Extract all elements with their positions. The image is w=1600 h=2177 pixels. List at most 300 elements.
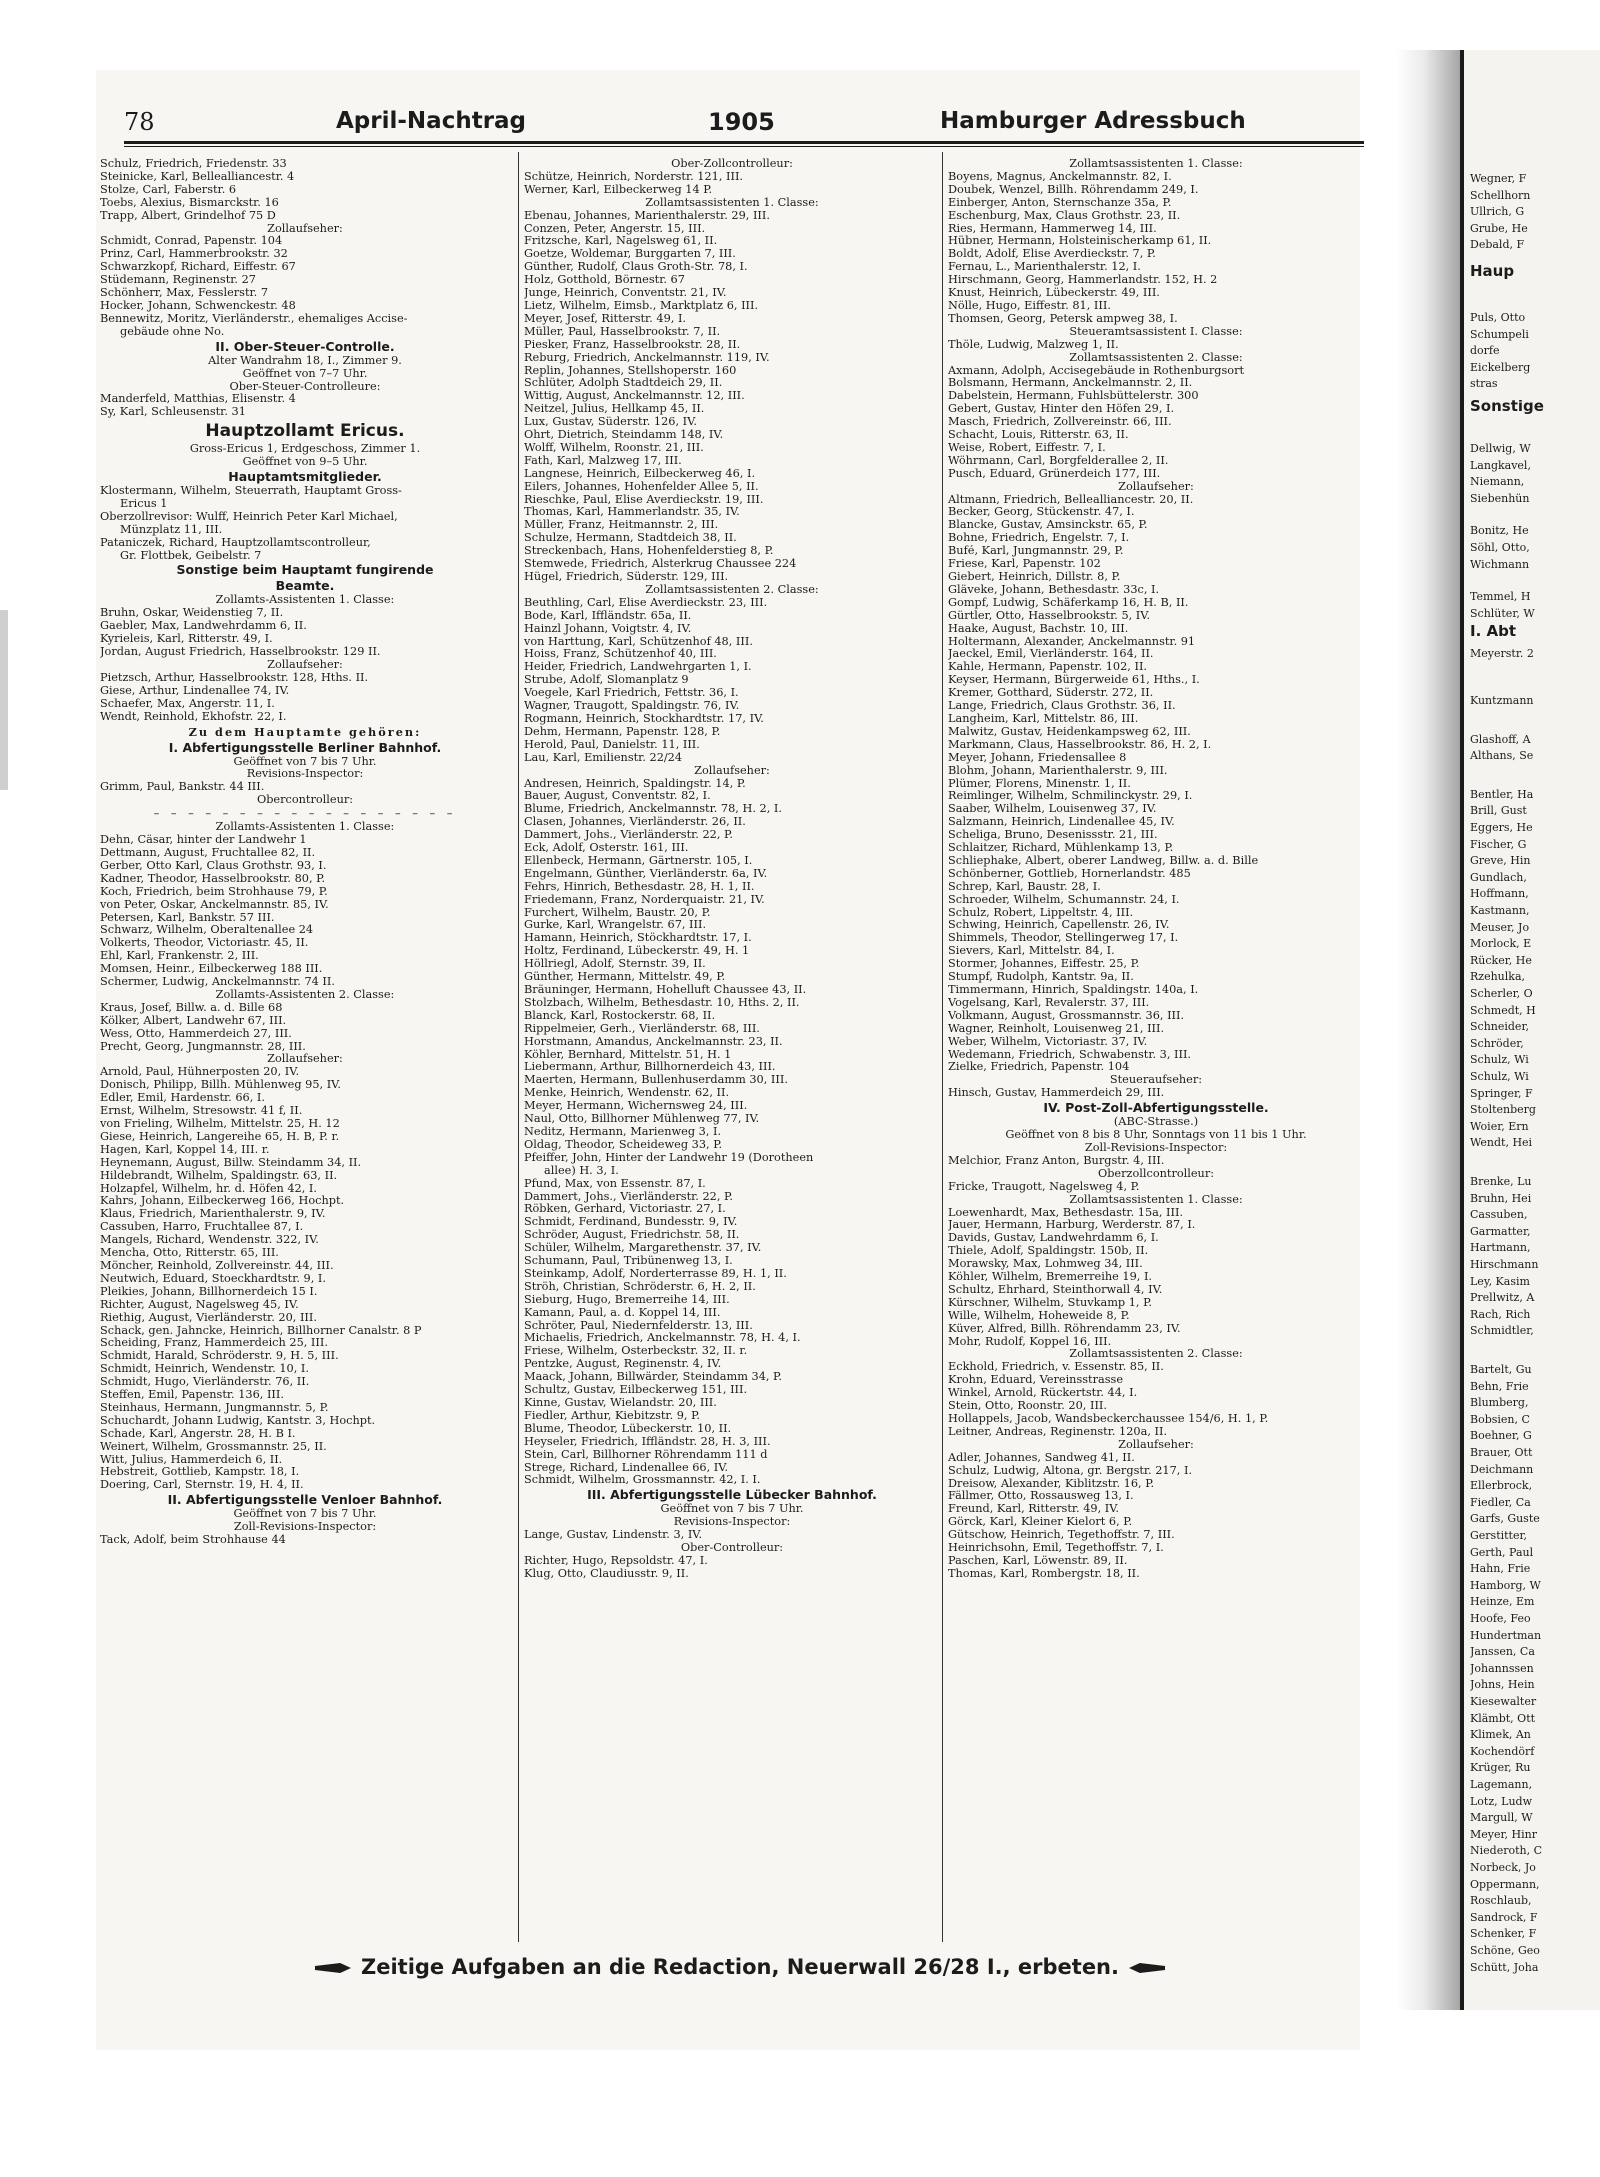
facing-entry: Kiesewalter	[1470, 1695, 1537, 1708]
entry-line: Reburg, Friedrich, Anckelmannstr. 119, IV.	[524, 351, 770, 364]
facing-entry: Fischer, G	[1470, 837, 1527, 851]
entry-line: Fehrs, Hinrich, Bethesdastr. 28, H. 1, II.	[524, 880, 755, 893]
facing-entry: Brauer, Ott	[1470, 1446, 1533, 1459]
entry-line: von Harttung, Karl, Schützenhof 48, III.	[524, 635, 753, 648]
entry-line: Engelmann, Günther, Vierländerstr. 6a, IV.	[524, 867, 768, 880]
entry-line: Lange, Gustav, Lindenstr. 3, IV.	[524, 1529, 703, 1542]
entry-line: Stein, Otto, Roonstr. 20, III.	[948, 1400, 1107, 1413]
facing-entry: Norbeck, Jo	[1470, 1861, 1536, 1874]
entry-line: Schmidt, Hugo, Vierländerstr. 76, II.	[100, 1376, 310, 1389]
entry-continuation: Gr. Flottbek, Geibelstr. 7	[120, 548, 262, 562]
entry-line: Schmidt, Heinrich, Wendenstr. 10, I.	[100, 1363, 309, 1376]
entry-line: Andresen, Heinrich, Spaldingstr. 14, P.	[524, 777, 746, 790]
facing-entry: Debald, F	[1470, 238, 1525, 252]
entry-line: Pietzsch, Arthur, Hasselbrookstr. 128, Hths. II.	[100, 671, 369, 684]
supplement-title: April-Nachtrag	[336, 108, 527, 134]
rank-heading: Ober-Zollcontrolleur:	[671, 158, 793, 170]
entry-continuation: Münzplatz 11, III.	[120, 522, 223, 536]
facing-entry: Kochendörf	[1470, 1744, 1535, 1758]
rank-heading: Revisions-Inspector:	[246, 767, 364, 781]
entry-line: Wendt, Reinhold, Ekhofstr. 22, I.	[100, 710, 287, 723]
entry-line: Fath, Karl, Malzweg 17, III.	[524, 454, 682, 467]
entry-line: Mencha, Otto, Ritterstr. 65, III.	[100, 1247, 279, 1260]
facing-entry: Rzehulka,	[1470, 970, 1525, 984]
entry-line: Holtermann, Alexander, Anckelmannstr. 91	[948, 635, 1196, 648]
page-header	[124, 104, 1364, 144]
entry-line: Schmidt, Harald, Schröderstr. 9, H. 5, III.	[100, 1350, 339, 1363]
entry-line: Kahle, Hermann, Papenstr. 102, II.	[948, 661, 1148, 674]
entry-line: Pfeiffer, John, Hinter der Landwehr 19 (Dorotheen	[524, 1151, 814, 1164]
entry-line: Thiele, Adolf, Spaldingstr. 150b, II.	[948, 1245, 1149, 1258]
entry-line: Röbken, Gerhard, Victoriastr. 27, I.	[524, 1203, 726, 1216]
facing-entry: Hundertman	[1470, 1628, 1542, 1642]
entry-line: Stolze, Carl, Faberstr. 6	[100, 183, 237, 196]
entry-line: Altmann, Friedrich, Bellealliancestr. 20, II.	[948, 493, 1194, 506]
entry-line: Jaeckel, Emil, Vierländerstr. 164, II.	[948, 648, 1154, 661]
entry-line: Maerten, Hermann, Bullenhuserdamm 30, III.	[524, 1074, 788, 1087]
entry-line: Wess, Otto, Hammerdeich 27, III.	[100, 1027, 292, 1040]
entry-line: Toebs, Alexius, Bismarckstr. 16	[100, 196, 279, 209]
entry-line: Weber, Wilhelm, Victoriastr. 37, IV.	[948, 1035, 1148, 1048]
entry-line: Masch, Friedrich, Zollvereinstr. 66, III.	[948, 416, 1172, 429]
entry-line: Furchert, Wilhelm, Baustr. 20, P.	[524, 906, 711, 919]
facing-entry: Schenker, F	[1470, 1927, 1537, 1941]
entry-line: Eilers, Johannes, Hohenfelder Allee 5, II.	[524, 480, 759, 493]
entry-line: Heyseler, Friedrich, Iffländstr. 28, H. 3, III.	[524, 1435, 771, 1448]
entry-line: Pleikies, Johann, Billhornerdeich 15 I.	[100, 1285, 318, 1298]
column-divider	[942, 152, 943, 1942]
entry-line: Stein, Carl, Billhorner Röhrendamm 111 d	[524, 1448, 768, 1461]
entry-line: Zielke, Friedrich, Papenstr. 104	[948, 1061, 1130, 1074]
facing-entry: Margull, W	[1470, 1811, 1533, 1825]
entry-line: Hainzl Johann, Voigtstr. 4, IV.	[524, 622, 692, 635]
entry-line: Gerber, Otto Karl, Claus Grothstr. 93, I.	[100, 859, 327, 872]
entry-line: Hinsch, Gustav, Hammerdeich 29, III.	[948, 1087, 1165, 1100]
facing-entry: Meuser, Jo	[1470, 920, 1530, 934]
entry-line: Lietz, Wilhelm, Eimsb., Marktplatz 6, III.	[524, 299, 759, 312]
facing-entry: Klämbt, Ott	[1470, 1711, 1536, 1725]
info-line: Geöffnet von 7 bis 7 Uhr.	[660, 1502, 804, 1516]
entry-line: Liebermann, Arthur, Billhornerdeich 43, III.	[524, 1061, 776, 1074]
entry-line: Mohr, Rudolf, Koppel 16, III.	[948, 1335, 1112, 1348]
rank-heading: Zollamtsassistenten 1. Classe:	[1069, 158, 1243, 170]
facing-entry: Ellerbrock,	[1470, 1479, 1533, 1493]
entry-line: Schröder, August, Friedrichstr. 58, II.	[524, 1229, 740, 1242]
entry-line: Hirschmann, Georg, Hammerlandstr. 152, H. 2	[948, 274, 1218, 287]
info-line: Geöffnet von 8 bis 8 Uhr, Sonntags von 11 bis 1 Uhr.	[1005, 1128, 1307, 1142]
entry-continuation: Ericus 1	[120, 496, 168, 510]
entry-line: Blancke, Gustav, Amsinckstr. 65, P.	[948, 519, 1148, 532]
entry-line: Görck, Karl, Kleiner Kielort 6, P.	[948, 1516, 1133, 1529]
entry-line: Meyer, Josef, Ritterstr. 49, I.	[524, 312, 687, 325]
entry-line: Thomsen, Georg, Petersk ampweg 38, I.	[948, 312, 1178, 325]
entry-line: Küver, Alfred, Billh. Röhrendamm 23, IV.	[948, 1322, 1181, 1335]
facing-entry: Roschlaub,	[1470, 1894, 1532, 1908]
footer-text: Zeitige Aufgaben an die Redaction, Neuerwall 26/28 I., erbeten.	[361, 1955, 1119, 1979]
facing-entry: Glashoff, A	[1470, 732, 1531, 746]
entry-line: Conzen, Peter, Angerstr. 15, III.	[524, 222, 706, 235]
facing-entry: Schlüter, W	[1470, 606, 1535, 620]
entry-line: Ströh, Christian, Schröderstr. 6, H. 2, II.	[524, 1280, 756, 1293]
entry-line: Ehl, Karl, Frankenstr. 2, III.	[100, 950, 259, 963]
entry-line: Gläveke, Johann, Bethesdastr. 33c, I.	[948, 583, 1160, 596]
rank-heading: Zollaufseher:	[267, 221, 343, 235]
entry-line: Freund, Karl, Ritterstr. 49, IV.	[948, 1503, 1120, 1516]
facing-entry: Garfs, Guste	[1470, 1512, 1540, 1526]
entry-line: Müller, Paul, Hasselbrookstr. 7, II.	[524, 325, 721, 338]
entry-line: Saaber, Wilhelm, Louisenweg 37, IV.	[948, 803, 1157, 816]
facing-entry: Hahn, Frie	[1470, 1562, 1531, 1576]
facing-entry: Hamborg, W	[1470, 1578, 1541, 1592]
entry-line: Schröter, Paul, Niedernfelderstr. 13, III.	[524, 1319, 753, 1332]
facing-entry: Ullrich, G	[1470, 205, 1525, 219]
entry-line: Bruhn, Oskar, Weidenstieg 7, II.	[100, 607, 284, 620]
facing-entry: Heinze, Em	[1470, 1595, 1535, 1609]
rank-heading: Steueraufseher:	[1109, 1073, 1203, 1087]
entry-line: Markmann, Claus, Hasselbrookstr. 86, H. 2, I.	[948, 738, 1212, 751]
entry-line: Schulz, Ludwig, Altona, gr. Bergstr. 217, I.	[948, 1464, 1193, 1477]
entry-line: Steinkamp, Adolf, Norderterrasse 89, H. 1, II.	[524, 1267, 787, 1280]
facing-entry: Bruhn, Hei	[1470, 1191, 1532, 1205]
entry-line: Wagner, Traugott, Spaldingstr. 76, IV.	[524, 700, 740, 713]
pointing-hand-icon	[315, 1963, 351, 1973]
entry-line: Oberzollrevisor: Wulff, Heinrich Peter Karl Michael,	[100, 510, 398, 523]
entry-line: Giebert, Heinrich, Dillstr. 8, P.	[948, 571, 1121, 583]
entry-line: Salzmann, Heinrich, Lindenallee 45, IV.	[948, 816, 1175, 829]
facing-entry: Eggers, He	[1470, 821, 1533, 834]
rank-heading: Zollaufseher:	[267, 1052, 343, 1066]
entry-line: Michaelis, Friedrich, Anckelmannstr. 78, H. 4, I.	[524, 1332, 801, 1345]
entry-line: Kölker, Albert, Landwehr 67, III.	[100, 1014, 287, 1027]
entry-line: Paschen, Karl, Löwenstr. 89, II.	[948, 1554, 1128, 1567]
facing-entry: Schöne, Geo	[1470, 1944, 1540, 1957]
section-heading: I. Abfertigungsstelle Berliner Bahnhof.	[168, 739, 442, 755]
rank-heading: Steueramtsassistent I. Classe:	[1069, 324, 1243, 338]
facing-entry: Behn, Frie	[1470, 1379, 1529, 1393]
facing-entry: Niemann,	[1470, 475, 1525, 489]
section-heading: Sonstige beim Hauptamt fungirende	[176, 562, 434, 578]
entry-line: Keyser, Hermann, Bürgerweide 61, Hths., I.	[948, 674, 1200, 687]
entry-line: Thomas, Karl, Hammerlandstr. 35, IV.	[524, 506, 740, 519]
entry-line: Hebstreit, Gottlieb, Kampstr. 18, I.	[100, 1466, 300, 1479]
pointing-hand-icon	[1129, 1963, 1165, 1973]
entry-line: Kraus, Josef, Billw. a. d. Bille 68	[100, 1001, 283, 1014]
rank-heading: Zollaufseher:	[267, 658, 343, 671]
entry-line: Manderfeld, Matthias, Elisenstr. 4	[100, 393, 296, 406]
entry-line: Einberger, Anton, Sternschanze 35a, P.	[948, 196, 1172, 209]
facing-entry: Hoffmann,	[1470, 887, 1529, 901]
entry-line: Kahrs, Johann, Eilbeckerweg 166, Hochpt.	[100, 1195, 345, 1208]
facing-entry: Wichmann	[1470, 557, 1530, 571]
entry-line: Schmidt, Conrad, Papenstr. 104	[100, 235, 283, 248]
entry-line: Plümer, Florens, Minenstr. 1, II.	[948, 777, 1131, 790]
entry-line: Hildebrandt, Wilhelm, Spaldingstr. 63, II.	[100, 1169, 338, 1182]
facing-entry: Temmel, H	[1470, 590, 1531, 604]
entry-line: Ellenbeck, Hermann, Gärtnerstr. 105, I.	[524, 854, 753, 867]
entry-line: Steinicke, Karl, Bellealliancestr. 4	[100, 170, 295, 183]
entry-line: Schmidt, Ferdinand, Bundesstr. 9, IV.	[524, 1216, 738, 1229]
page-number: 78	[124, 108, 155, 136]
entry-line: Donisch, Philipp, Billh. Mühlenweg 95, IV.	[100, 1079, 341, 1092]
entry-line: Bräuninger, Hermann, Hohelluft Chaussee 43, II.	[524, 984, 807, 996]
facing-entry: Woier, Ern	[1470, 1119, 1529, 1133]
entry-line: Sieburg, Hugo, Bremerreihe 14, III.	[524, 1293, 730, 1306]
entry-line: Precht, Georg, Jungmannstr. 28, III.	[100, 1040, 306, 1053]
entry-line: Schack, gen. Jahncke, Heinrich, Billhorner Canalstr. 8 P	[100, 1324, 422, 1337]
facing-entry: Oppermann,	[1470, 1877, 1540, 1891]
facing-entry: Rücker, He	[1470, 953, 1532, 967]
facing-entry: Deichmann	[1470, 1462, 1534, 1476]
entry-line: Schuchardt, Johann Ludwig, Kantstr. 3, Hochpt.	[100, 1414, 376, 1427]
entry-line: Volkerts, Theodor, Victoriastr. 45, II.	[100, 937, 309, 950]
facing-entry: Schütt, Joha	[1470, 1960, 1539, 1974]
entry-line: Schermer, Ludwig, Anckelmannstr. 74 II.	[100, 976, 335, 989]
facing-entry: Dellwig, W	[1470, 442, 1531, 455]
facing-entry: Gerth, Paul	[1470, 1545, 1534, 1559]
rank-heading: Zollamts-Assistenten 1. Classe:	[215, 820, 395, 834]
entry-line: Becker, Georg, Stückenstr. 47, I.	[948, 506, 1135, 519]
entry-line: Shimmels, Theodor, Stellingerweg 17, I.	[948, 932, 1179, 945]
facing-entry: Schmidtler,	[1470, 1324, 1534, 1338]
entry-line: Pataniczek, Richard, Hauptzollamtscontrolleur,	[100, 536, 371, 549]
entry-line: Volkmann, August, Grossmannstr. 36, III.	[948, 1009, 1185, 1022]
entry-line: Stüdemann, Reginenstr. 27	[100, 274, 256, 287]
facing-entry: Niederoth, C	[1470, 1844, 1542, 1858]
entry-line: Bode, Karl, Iffländstr. 65a, II.	[524, 609, 692, 622]
entry-line: Doering, Carl, Sternstr. 19, H. 4, II.	[100, 1479, 304, 1492]
entry-line: Krohn, Eduard, Vereinsstrasse	[948, 1374, 1124, 1387]
header-rule-thick	[124, 141, 1364, 144]
entry-line: Gebert, Gustav, Hinter den Höfen 29, I.	[948, 403, 1175, 416]
entry-line: Herold, Paul, Danielstr. 11, III.	[524, 738, 700, 751]
entry-line: Neutwich, Eduard, Stoeckhardtstr. 9, I.	[100, 1272, 326, 1285]
entry-line: Kadner, Theodor, Hasselbrookstr. 80, P.	[100, 872, 326, 885]
entry-line: Voegele, Karl Friedrich, Fettstr. 36, I.	[524, 687, 739, 700]
entry-line: Momsen, Heinr., Eilbeckerweg 188 III.	[100, 963, 323, 976]
entry-line: Winkel, Arnold, Rückertstr. 44, I.	[948, 1387, 1138, 1400]
entry-line: Schütze, Heinrich, Norderstr. 121, III.	[524, 170, 744, 183]
entry-line: Bohne, Friedrich, Engelstr. 7, I.	[948, 532, 1130, 545]
entry-line: Werner, Karl, Eilbeckerweg 14 P.	[524, 183, 713, 196]
facing-entry: Janssen, Ca	[1470, 1645, 1535, 1659]
entry-line: Strege, Richard, Lindenallee 66, IV.	[524, 1461, 729, 1474]
entry-continuation: allee) H. 3, I.	[544, 1163, 619, 1177]
entry-line: Gürtler, Otto, Hasselbrookstr. 5, IV.	[948, 609, 1151, 622]
entry-line: Giese, Heinrich, Langereihe 65, H. B, P. r.	[100, 1130, 340, 1143]
facing-entry: Johns, Hein	[1470, 1678, 1535, 1692]
entry-line: Wedemann, Friedrich, Schwabenstr. 3, III.	[948, 1048, 1192, 1061]
entry-line: Ohrt, Dietrich, Steindamm 148, IV.	[524, 429, 724, 442]
rank-heading: Zoll-Revisions-Inspector:	[1084, 1140, 1228, 1154]
section-heading: II. Abfertigungsstelle Venloer Bahnhof.	[167, 1492, 443, 1508]
entry-line: Oldag, Theodor, Scheideweg 33, P.	[524, 1138, 723, 1151]
entry-line: Gurke, Karl, Wrangelstr. 67, III.	[524, 919, 707, 932]
facing-entry: Hoofe, Feo	[1470, 1612, 1531, 1625]
facing-entry: Ley, Kasim	[1470, 1274, 1530, 1288]
facing-entry: Schumpeli	[1470, 327, 1529, 341]
entry-line: Klug, Otto, Claudiusstr. 9, II.	[524, 1567, 689, 1580]
entry-line: Neditz, Hermann, Marienweg 3, I.	[524, 1125, 722, 1138]
facing-entry: Bobsien, C	[1470, 1412, 1530, 1426]
entry-line: Heinrichsohn, Emil, Tegethoffstr. 7, I.	[948, 1542, 1164, 1555]
facing-entry: Meyerstr. 2	[1470, 647, 1534, 661]
entry-line: Haake, August, Bachstr. 10, III.	[948, 622, 1129, 635]
entry-line: Witt, Julius, Hammerdeich 6, II.	[100, 1453, 283, 1466]
entry-line: Trapp, Albert, Grindelhof 75 D	[100, 209, 276, 222]
entry-line: Hagen, Karl, Koppel 14, III. r.	[100, 1143, 270, 1156]
rank-heading: Zollamts-Assistenten 2. Classe:	[215, 987, 395, 1001]
entry-line: Heider, Friedrich, Landwehrgarten 1, I.	[524, 661, 752, 674]
facing-entry: Gerstitter,	[1470, 1529, 1528, 1542]
entry-line: Friese, Wilhelm, Osterbeckstr. 32, II. r.	[524, 1345, 748, 1358]
info-line: (ABC-Strasse.)	[1113, 1115, 1199, 1129]
entry-line: Schultz, Gustav, Eilbeckerweg 151, III.	[524, 1384, 748, 1397]
entry-line: Loewenhardt, Max, Bethesdastr. 15a, III.	[948, 1206, 1184, 1219]
rank-heading: Zollamtsassistenten 2. Classe:	[1069, 1347, 1243, 1361]
entry-continuation: gebäude ohne No.	[120, 324, 225, 338]
entry-line: Morawsky, Max, Lohmweg 34, III.	[948, 1258, 1143, 1271]
entry-line: Adler, Johannes, Sandweg 41, II.	[948, 1451, 1135, 1464]
entry-line: Clasen, Johannes, Vierländerstr. 26, II.	[524, 816, 746, 829]
entry-line: Gaebler, Max, Landwehrdamm 6, II.	[100, 620, 307, 633]
entry-line: Dehm, Hermann, Papenstr. 128, P.	[524, 725, 721, 738]
entry-line: Steffen, Emil, Papenstr. 136, III.	[100, 1389, 284, 1402]
entry-line: Jordan, August Friedrich, Hasselbrookstr. 129 II.	[100, 646, 381, 659]
entry-line: Schönberner, Gottlieb, Hornerlandstr. 485	[948, 867, 1191, 880]
facing-entry: Gundlach,	[1470, 870, 1527, 884]
year: 1905	[708, 108, 775, 136]
entry-line: Boyens, Magnus, Anckelmannstr. 82, I.	[948, 170, 1172, 183]
entry-line: Schroeder, Wilhelm, Schumannstr. 24, I.	[948, 893, 1180, 906]
entry-line: Friedemann, Franz, Norderquaistr. 21, IV.	[524, 893, 765, 906]
facing-entry: Schellhorn	[1470, 188, 1531, 202]
entry-line: Thöle, Ludwig, Malzweg 1, II.	[948, 338, 1119, 351]
entry-line: Schlüter, Adolph Stadtdeich 29, II.	[524, 377, 723, 390]
entry-line: Müller, Franz, Heitmannstr. 2, III.	[524, 519, 719, 532]
entry-line: Replin, Johannes, Stellshoperstr. 160	[524, 364, 737, 377]
entry-line: Dammert, Johs., Vierländerstr. 22, P.	[524, 1190, 733, 1203]
facing-entry: Meyer, Hinr	[1470, 1827, 1537, 1841]
entry-line: Friese, Karl, Papenstr. 102	[948, 558, 1101, 571]
entry-line: Holzapfel, Wilhelm, hr. d. Höfen 42, I.	[100, 1182, 317, 1195]
entry-line: Schulze, Hermann, Stadtdeich 38, II.	[524, 532, 737, 545]
facing-entry: Greve, Hin	[1470, 854, 1531, 868]
entry-line: Eckhold, Friedrich, v. Essenstr. 85, II.	[948, 1361, 1164, 1374]
entry-line: Scheiding, Franz, Hammerdeich 25, III.	[100, 1337, 328, 1350]
facing-entry: Garmatter,	[1470, 1224, 1531, 1238]
facing-entry: Bartelt, Gu	[1470, 1363, 1532, 1376]
entry-line: Klostermann, Wilhelm, Steuerrath, Hauptamt Gross-	[100, 485, 402, 498]
entry-line: Schultz, Ehrhard, Steinthorwall 4, IV.	[948, 1283, 1163, 1296]
entry-line: Hocker, Johann, Schwenckestr. 48	[100, 299, 296, 312]
entry-line: Schumann, Paul, Tribünenweg 13, I.	[524, 1255, 733, 1268]
entry-line: Schulz, Robert, Lippeltstr. 4, III.	[948, 906, 1134, 919]
entry-line: Blohm, Johann, Marienthalerstr. 9, III.	[948, 764, 1168, 777]
entry-line: Meyer, Johann, Friedensallee 8	[948, 751, 1127, 764]
entry-line: Fricke, Traugott, Nagelsweg 4, P.	[948, 1180, 1140, 1193]
entry-line: Langnese, Heinrich, Eilbeckerweg 46, I.	[524, 467, 756, 480]
facing-heading: Sonstige	[1470, 400, 1544, 414]
entry-line: Stormer, Johannes, Eiffestr. 25, P.	[948, 958, 1140, 971]
entry-line: Malwitz, Gustav, Heidenkampsweg 62, III.	[948, 725, 1191, 738]
facing-page-fragment	[1464, 50, 1600, 2010]
entry-line: Richter, August, Nagelsweg 45, IV.	[100, 1298, 299, 1311]
facing-entry: Schulz, Wi	[1470, 1053, 1529, 1067]
entry-line: Gütschow, Heinrich, Tegethoffstr. 7, III.	[948, 1529, 1175, 1542]
entry-line: Vogelsang, Karl, Revalerstr. 37, III.	[948, 996, 1150, 1009]
rank-heading: Zollaufseher:	[1118, 479, 1194, 493]
entry-line: Fritzsche, Karl, Nagelsweg 61, II.	[524, 235, 718, 248]
entry-line: Cassuben, Harro, Fruchtallee 87, I.	[100, 1221, 304, 1234]
header-rule-thin	[124, 146, 1364, 147]
facing-entry: Cassuben,	[1470, 1208, 1528, 1222]
section-heading: III. Abfertigungsstelle Lübecker Bahnhof.	[587, 1487, 877, 1503]
facing-entry: stras	[1470, 377, 1498, 391]
info-line: Alter Wandrahm 18, I., Zimmer 9.	[208, 353, 402, 367]
entry-line: Prinz, Carl, Hammerbrookstr. 32	[100, 248, 288, 261]
entry-line: Melchior, Franz Anton, Burgstr. 4, III.	[948, 1154, 1165, 1167]
entry-line: Köhler, Wilhelm, Bremerreihe 19, I.	[948, 1271, 1153, 1284]
facing-entry: Lotz, Ludw	[1470, 1794, 1532, 1808]
entry-line: Wille, Wilhelm, Hoheweide 8, P.	[948, 1309, 1130, 1322]
rank-heading: Ober-Steuer-Controlleure:	[229, 379, 381, 393]
entry-line: Sievers, Karl, Mittelstr. 84, I.	[948, 945, 1115, 958]
entry-line: Knust, Heinrich, Lübeckerstr. 49, III.	[948, 287, 1160, 300]
entry-line: Horstmann, Amandus, Anckelmannstr. 23, II.	[524, 1035, 783, 1048]
office-title: Hauptzollamt Ericus.	[205, 421, 405, 442]
facing-entry: Rach, Rich	[1470, 1307, 1531, 1321]
entry-line: Doubek, Wenzel, Billh. Röhrendamm 249, I.	[948, 183, 1199, 196]
facing-entry: Krüger, Ru	[1470, 1761, 1531, 1775]
entry-line: Fällmer, Otto, Rossausweg 13, I.	[948, 1490, 1134, 1503]
entry-line: Maack, Johann, Billwärder, Steindamm 34, P.	[524, 1371, 782, 1384]
entry-line: Rippelmeier, Gerh., Vierländerstr. 68, III.	[524, 1022, 760, 1035]
facing-entry: Prellwitz, A	[1470, 1291, 1535, 1305]
entry-line: Naul, Otto, Billhorner Mühlenweg 77, IV.	[524, 1113, 760, 1126]
entry-line: Hamann, Heinrich, Stöckhardtstr. 17, I.	[524, 932, 752, 945]
entry-line: Thomas, Karl, Rombergstr. 18, II.	[948, 1567, 1140, 1580]
facing-entry: Blumberg,	[1470, 1396, 1529, 1410]
entry-line: Schade, Karl, Angerstr. 28, H. B I.	[100, 1427, 296, 1440]
entry-line: von Peter, Oskar, Anckelmannstr. 85, IV.	[100, 898, 329, 911]
book-title: Hamburger Adressbuch	[940, 108, 1246, 134]
entry-line: Lange, Friedrich, Claus Grothstr. 36, II.	[948, 700, 1176, 713]
facing-entry: Langkavel,	[1470, 458, 1531, 472]
entry-line: Axmann, Adolph, Accisegebäude in Rothenburgsort	[948, 364, 1245, 377]
info-line: Geöffnet von 7–7 Uhr.	[242, 366, 368, 380]
entry-line: Schrep, Karl, Baustr. 28, I.	[948, 880, 1101, 893]
facing-heading: Haup	[1470, 265, 1515, 279]
entry-line: Hollappels, Jacob, Wandsbeckerchaussee 154/6, H. 1, P.	[948, 1413, 1269, 1425]
entry-line: Giese, Arthur, Lindenallee 74, IV.	[100, 684, 290, 697]
entry-line: Grimm, Paul, Bankstr. 44 III.	[100, 781, 265, 794]
facing-entry: Puls, Otto	[1470, 311, 1526, 324]
entry-line: Weise, Robert, Eiffestr. 7, I.	[948, 441, 1106, 454]
entry-line: Davids, Gustav, Landwehrdamm 6, I.	[948, 1232, 1159, 1245]
directory-column-2	[524, 158, 940, 1948]
entry-line: Nölle, Hugo, Eiffestr. 81, III.	[948, 299, 1111, 312]
facing-entry: Fiedler, Ca	[1470, 1495, 1531, 1509]
entry-line: Bufé, Karl, Jungmannstr. 29, P.	[948, 545, 1124, 558]
entry-line: Riethig, August, Vierländerstr. 20, III.	[100, 1311, 317, 1324]
entry-line: Goetze, Woldemar, Burggarten 7, III.	[524, 248, 736, 261]
entry-line: Günther, Rudolf, Claus Groth-Str. 78, I.	[524, 261, 748, 274]
info-line: Geöffnet von 7 bis 7 Uhr.	[233, 1507, 377, 1521]
facing-entry: Lagemann,	[1470, 1778, 1533, 1791]
directory-column-1	[100, 158, 510, 1948]
entry-line: Schliephake, Albert, oberer Landweg, Billw. a. d. Bille	[948, 854, 1259, 867]
facing-entry: Hartmann,	[1470, 1241, 1531, 1255]
